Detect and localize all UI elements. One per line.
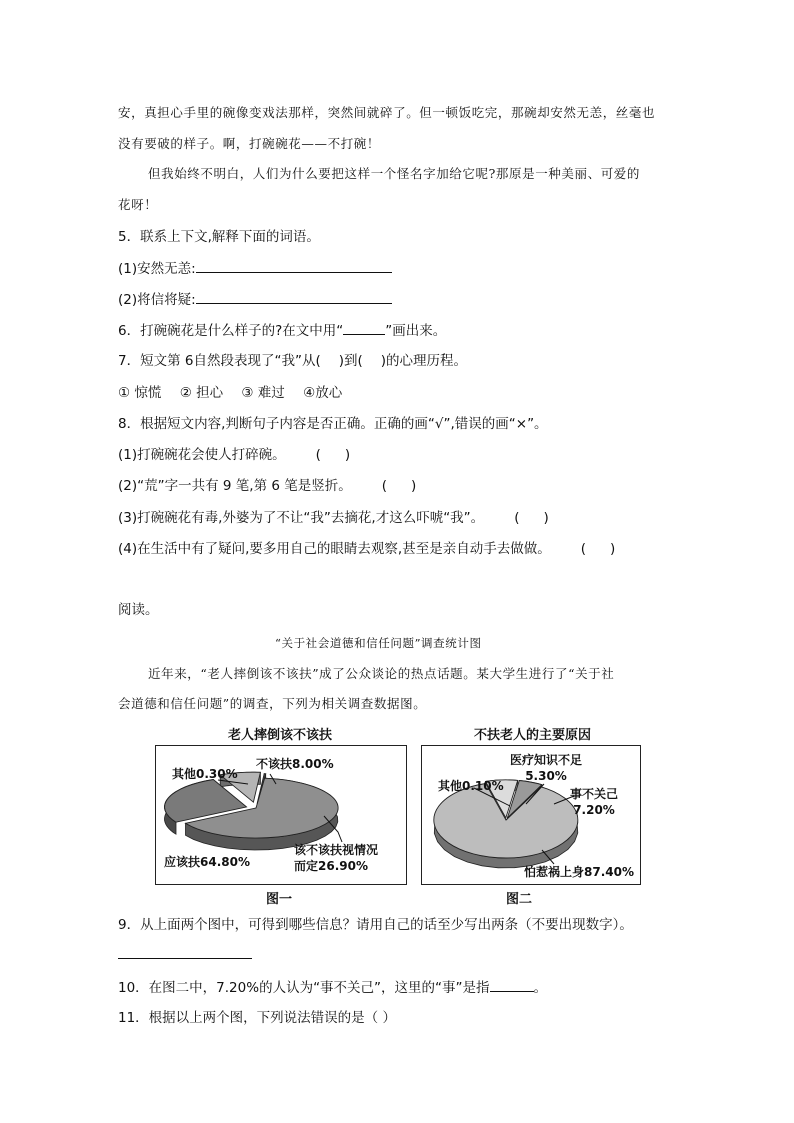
question-11: 11．根据以上两个图，下列说法错误的是（ ） xyxy=(118,1010,396,1026)
question-8-item-text: (3)打碗碗花有毒,外婆为了不让“我”去摘花,才这么吓唬“我”。 xyxy=(118,510,485,526)
chart-1-title: 老人摔倒该不该扶 xyxy=(228,728,333,743)
judge-paren[interactable]: ( ) xyxy=(580,541,616,557)
pie-label: 事不关己 7.20% xyxy=(570,787,619,817)
chart-1-frame xyxy=(155,745,407,885)
option-2: ② 担心 xyxy=(179,385,224,401)
question-6-text-b: ”画出来。 xyxy=(385,323,447,339)
question-10-text-a: 10．在图二中，7.20%的人认为“事不关己”，这里的“事”是指 xyxy=(118,980,490,996)
question-8-prompt: 8．根据短文内容,判断句子内容是否正确。正确的画“√”,错误的画“×”。 xyxy=(118,416,548,432)
question-8-item-text: (1)打碗碗花会使人打碎碗。 xyxy=(118,447,286,463)
question-6 xyxy=(118,320,446,341)
question-5-prompt: 5．联系上下文,解释下面的词语。 xyxy=(118,229,320,245)
answer-blank[interactable] xyxy=(343,320,385,335)
survey-title: “关于社会道德和信任问题”调查统计图 xyxy=(275,636,482,650)
judge-paren[interactable]: ( ) xyxy=(315,447,351,463)
reading-label: 阅读。 xyxy=(118,602,159,618)
question-8-item-3 xyxy=(118,508,549,528)
question-8-item-text: (2)“荒”字一共有 9 笔,第 6 笔是竖折。 xyxy=(118,478,352,494)
answer-blank[interactable] xyxy=(490,977,534,992)
pie-label: 怕惹祸上身87.40% xyxy=(524,865,634,879)
passage-line: 安，真担心手里的碗像变戏法那样，突然间就碎了。但一顿饭吃完，那碗却安然无恙，丝毫也 xyxy=(118,105,656,120)
passage-line: 但我始终不明白，人们为什么要把这样一个怪名字加给它呢?那原是一种美丽、可爱的 xyxy=(148,166,641,181)
question-7-text-a: 7．短文第 6自然段表现了“我”从( xyxy=(118,353,321,369)
passage-line: 没有要破的样子。啊，打碗碗花——不打碗！ xyxy=(118,136,381,151)
pie-label: 该不该扶视情况 而定26.90% xyxy=(294,843,379,873)
chart-1-caption: 图一 xyxy=(266,892,293,907)
judge-paren[interactable]: ( ) xyxy=(514,510,549,526)
pie-label: 不该扶8.00% xyxy=(256,757,334,771)
question-7-text-c: )的心理历程。 xyxy=(380,353,468,369)
answer-line[interactable] xyxy=(118,958,252,959)
question-5-item-1 xyxy=(118,258,392,279)
question-7-text-b: )到( xyxy=(338,353,363,369)
chart-2-frame xyxy=(421,745,641,885)
question-8-item-1 xyxy=(118,445,350,465)
question-7-options xyxy=(118,383,356,403)
pie-label: 其他0.30% xyxy=(172,767,238,781)
question-5-item-2 xyxy=(118,289,392,310)
question-9: 9．从上面两个图中，可得到哪些信息？请用自己的话至少写出两条（不要出现数字）。 xyxy=(118,917,633,933)
question-8-item-2 xyxy=(118,476,416,496)
question-6-text-a: 6．打碗碗花是什么样子的?在文中用“ xyxy=(118,323,344,339)
option-4: ④放心 xyxy=(303,385,343,401)
option-1: ① 惊慌 xyxy=(118,385,162,401)
question-10-text-b: 。 xyxy=(533,980,548,996)
question-8-item-4 xyxy=(118,539,615,559)
chart-2-caption: 图二 xyxy=(506,892,533,907)
pie-label: 其他0.10% xyxy=(438,779,504,793)
survey-intro-line: 近年来，“老人摔倒该不该扶”成了公众谈论的热点话题。某大学生进行了“关于社 xyxy=(148,666,615,681)
question-8-item-text: (4)在生活中有了疑问,要多用自己的眼睛去观察,甚至是亲自动手去做做。 xyxy=(118,541,551,557)
question-10 xyxy=(118,977,547,998)
pie-label: 医疗知识不足 5.30% xyxy=(510,753,583,783)
answer-blank[interactable] xyxy=(196,289,392,304)
chart-2-title: 不扶老人的主要原因 xyxy=(474,728,592,743)
question-5-item-1-label: (1)安然无恙: xyxy=(118,261,196,277)
judge-paren[interactable]: ( ) xyxy=(381,478,417,494)
pie-label: 应该扶64.80% xyxy=(164,855,250,869)
survey-intro-line: 会道德和信任问题”的调查，下列为相关调查数据图。 xyxy=(118,696,427,711)
question-7 xyxy=(118,351,467,371)
option-3: ③ 难过 xyxy=(241,385,285,401)
passage-line: 花呀！ xyxy=(118,197,158,212)
answer-blank[interactable] xyxy=(196,258,392,273)
question-5-item-2-label: (2)将信将疑: xyxy=(118,292,196,308)
